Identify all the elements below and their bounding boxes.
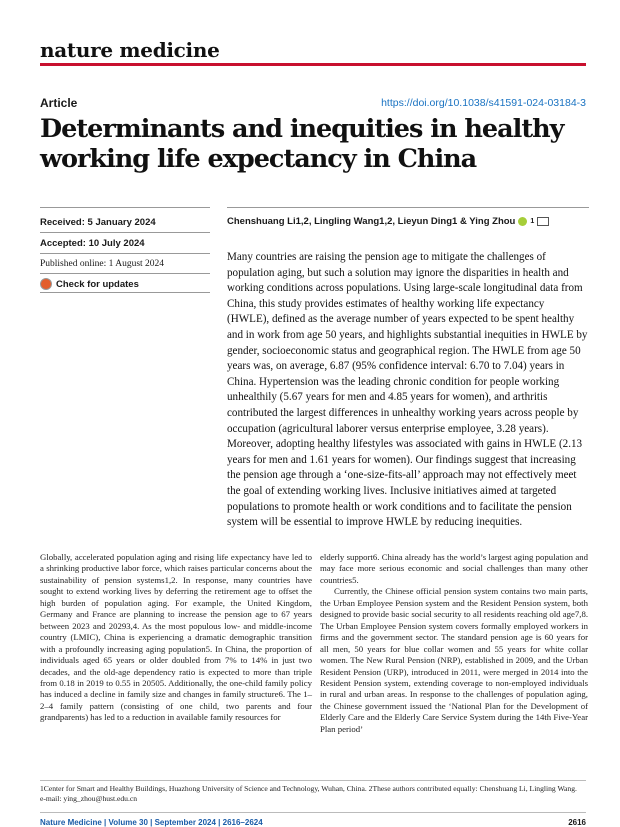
body-text-left: Globally, accelerated population aging and rising life expectancy have led to a shrinking productive labor force, which raises particular concerns about the sustainability of pension systems1,2. In response, many countries have sought to extend working lives by deferring the retirement age to offset the high burden of population aging. For example, the United Kingdom, Germany and France are planning to increase the pension age to 67 years between 2023 and 20293,4. As the most populous low- and middle-income country (LMIC), China is experiencing a dramatic demographic transition with a profoundly increasing aging population5. In China, the proportion of individuals aged 65 years or older doubled from 7% to 14% in just two decades, and the old-age dependency ratio is expected to more than triple from 0.18 in 2019 to 0.55 in 20505. Additionally, the one-child family policy has induced a decline in family size and changes in family structure6. The 1–2–4 family pattern (consisting of one child, two parents and four grandparents) has led to a reduction in available family resources for (40, 552, 312, 723)
divider (40, 292, 210, 293)
page-number: 2616 (568, 818, 586, 827)
body-paragraph: Currently, the Chinese official pension system contains two main parts, the Urban Employee Pension system and the Resident Pension system, both designed to provide basic social security to all residents reaching old age7,8. The Urban Employee Pension system covers formally employed workers in firms and the government sector. The standard pension age is 60 years for all men, 50 years for blue collar women and 55 years for white collar women. The New Rural Pension (NRP), established in 2009, and the Urban Resident Pension (URP), introduced in 2011, were merged in 2014 into the Resident Pension system, extending coverage to non-employed individuals in rural and urban areas. In response to the challenges of population aging, the Chinese government issued the ‘National Plan for the Development of Elderly Care and the Elderly Care Service System during the 14th Five-Year Plan period’ (320, 586, 589, 734)
body-text-right (320, 552, 588, 735)
orcid-icon[interactable] (518, 217, 527, 226)
body-paragraph: elderly support6. China already has the world’s largest aging population and may face more serious economic and social challenges than many other countries5. (320, 552, 588, 585)
divider (40, 207, 210, 208)
divider (40, 232, 210, 233)
article-title: Determinants and inequities in healthy working life expectancy in China (40, 114, 564, 174)
divider (40, 273, 210, 274)
footnote-rule (40, 780, 586, 781)
footnote: 1Center for Smart and Healthy Buildings, Huazhong University of Science and Technology, Wuhan, China. 2These authors contributed equally: Chenshuang Li, Lingling Wang. e-mail: ying_zhou@hust.edu.cn (40, 784, 577, 803)
doi-link[interactable]: https://doi.org/10.1038/s41591-024-03184-3 (381, 97, 586, 109)
author-list: Chenshuang Li1,2, Lingling Wang1,2, Lieyun Ding1 & Ying Zhou 1 (227, 216, 549, 227)
received-date: Received: 5 January 2024 (40, 217, 156, 228)
footer-rule (40, 812, 586, 813)
abstract: Many countries are raising the pension age to mitigate the challenges of population aging, but such a solution may ignore the disparities in health and working conditions across populations. Using large-scale longitudinal data from China, this study provides estimates of healthy working life expectancy (HWLE), defined as the average number of years expected to be spent healthy and in work from age 50 years, and highlights substantial inequities in HWLE by gender, socioeconomic status and geographical region. The HWLE from age 50 years was, on average, 6.87 (95% confidence interval: 6.70 to 7.04) years in China. Hypertension was the leading chronic condition for people working unhealthily (5.67 years for men and 4.85 years for women), and arthritis contributed the largest differences in unhealthy working years across people by occupation (agricultural laborer versus enterprise employee, 3.28 years). Moreover, adopting healthy lifestyles was associated with gains in HWLE (2.13 years for men and 1.61 years for women). Our findings suggest that increasing the pension age through a ‘one-size-fits-all’ approach may not effectively meet the goal of extending working lives. Inclusive initiatives aimed at targeted populations to promote health or work conditions and to facilitate the pension system will be essential to improve HWLE by reducing inequities. (227, 251, 588, 529)
footer-citation: Nature Medicine | Volume 30 | September 2024 | 2616–2624 (40, 818, 263, 827)
check-updates-label: Check for updates (56, 278, 139, 290)
published-date: Published online: 1 August 2024 (40, 259, 165, 269)
crossmark-icon (40, 278, 52, 290)
authors-text: Chenshuang Li1,2, Lingling Wang1,2, Lieyun Ding1 & Ying Zhou (227, 216, 516, 227)
divider (40, 253, 210, 254)
article-type: Article (40, 96, 78, 110)
header-rule (40, 63, 586, 66)
journal-name: nature medicine (40, 38, 220, 62)
accepted-date: Accepted: 10 July 2024 (40, 238, 145, 249)
mail-icon[interactable] (537, 217, 549, 226)
check-updates-button[interactable] (40, 278, 139, 290)
divider (227, 207, 589, 208)
